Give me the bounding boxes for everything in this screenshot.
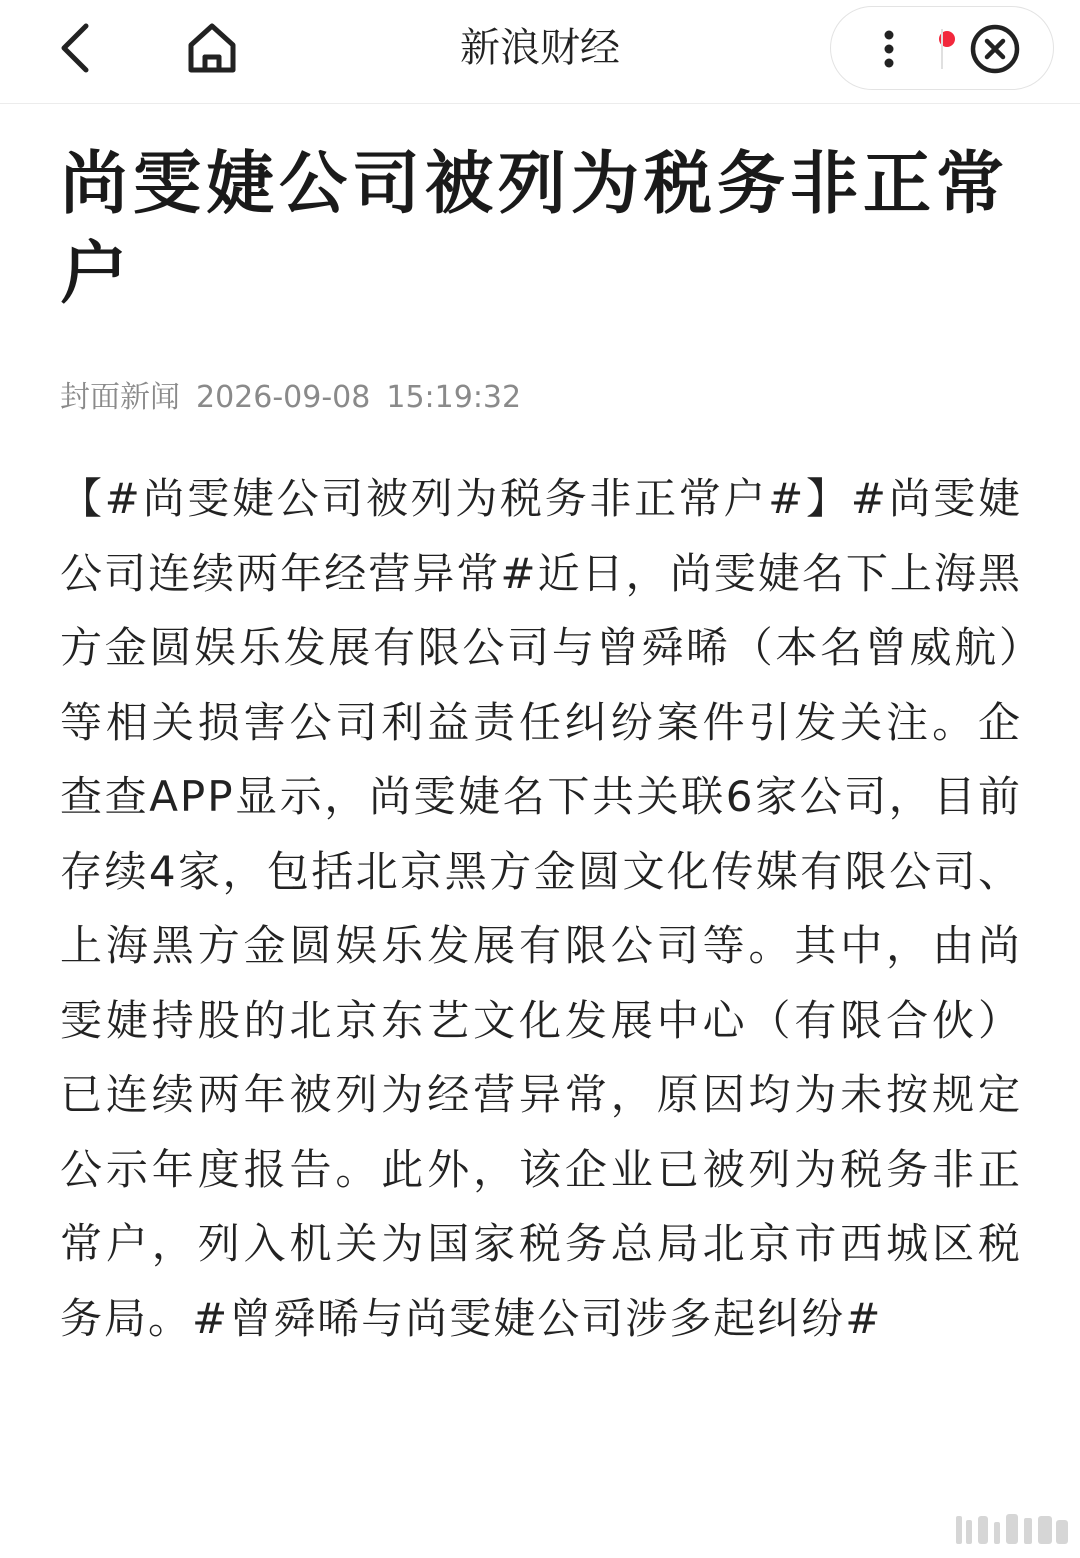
chevron-left-icon xyxy=(56,22,96,74)
article-title: 尚雯婕公司被列为税务非正常户 xyxy=(60,145,1010,314)
top-navigation-bar xyxy=(0,0,1080,104)
close-circle-icon xyxy=(967,21,1023,77)
close-button[interactable] xyxy=(967,21,1023,77)
weibo-watermark-icon xyxy=(954,1508,1072,1552)
nav-title: 新浪财经 xyxy=(460,25,620,71)
article-meta xyxy=(60,376,1020,420)
article-source[interactable]: 封面新闻 xyxy=(60,380,180,415)
more-button[interactable] xyxy=(867,17,927,79)
back-button[interactable] xyxy=(48,18,104,78)
more-vertical-icon xyxy=(867,17,927,79)
capsule-divider xyxy=(941,29,943,69)
mini-program-capsule xyxy=(830,6,1054,90)
home-icon xyxy=(185,21,239,75)
article-date: 2026-09-08 xyxy=(196,380,371,415)
article-time: 15:19:32 xyxy=(386,380,522,415)
home-button[interactable] xyxy=(180,16,244,80)
article-body: 【#尚雯婕公司被列为税务非正常户#】#尚雯婕公司连续两年经营异常#近日，尚雯婕名下上海黑方金圆娱乐发展有限公司与曾舜晞（本名曾威航）等相关损害公司利益责任纠纷案件引发关注。企查查APP显示，尚雯婕名下共关联6家公司，目前存续4家，包括北京黑方金圆文化传媒有限公司、上海黑方金圆娱乐发展有限公司等。其中，由尚雯婕持股的北京东艺文化发展中心（有限合伙）已连续两年被列为经营异常，原因均为未按规定公示年度报告。此外，该企业已被列为税务非正常户，列入机关为国家税务总局北京市西城区税务局。#曾舜晞与尚雯婕公司涉多起纠纷# xyxy=(60,474,1022,1343)
